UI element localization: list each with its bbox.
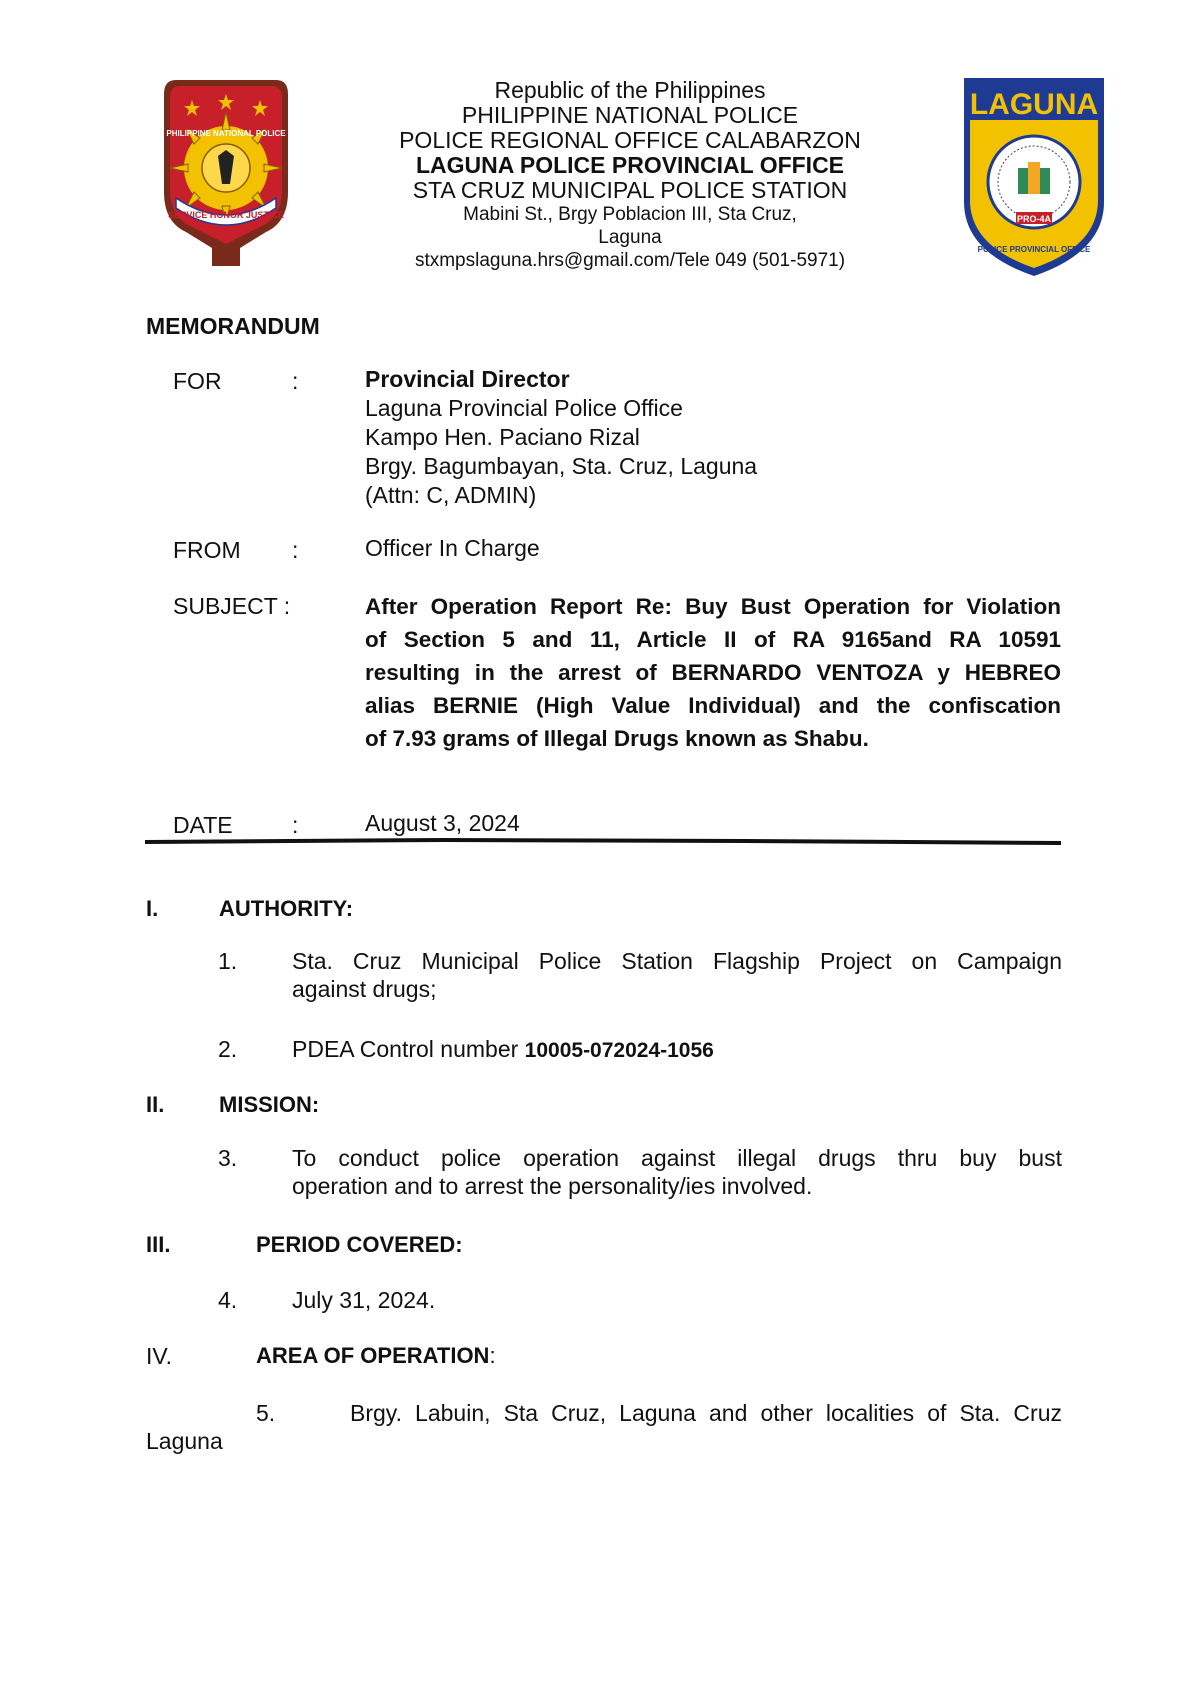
memo-title: MEMORANDUM bbox=[146, 313, 320, 339]
section-4-number: IV. bbox=[146, 1343, 173, 1369]
item-2-text: PDEA Control number 10005-072024-1056 bbox=[292, 1036, 714, 1062]
section-2-number: II. bbox=[146, 1092, 165, 1117]
section-2-title: MISSION: bbox=[219, 1092, 320, 1117]
section-3-number: III. bbox=[146, 1232, 171, 1257]
for-label: FOR bbox=[173, 368, 222, 394]
section-3-title: PERIOD COVERED: bbox=[256, 1232, 463, 1257]
subject-text: After Operation Report Re: Buy Bust Operation for Violation of Section 5 and 11, Article II of RA 9165and RA 10591 resulting in the arrest of BERNARDO VENTOZA y HEBREO alias BERNIE (High Value Individual) and the confiscation of 7.93 grams of Illegal Drugs known as Shabu. bbox=[365, 594, 1061, 751]
for-recipient: Provincial Director Laguna Provincial Police Office Kampo Hen. Paciano Rizal Brgy. Bagumbayan, Sta. Cruz, Laguna (Attn: C, ADMIN) bbox=[365, 366, 758, 508]
item-5-number: 5. bbox=[256, 1400, 276, 1426]
date-value: August 3, 2024 bbox=[365, 810, 520, 836]
date-colon: : bbox=[292, 812, 299, 838]
divider-line bbox=[145, 833, 1061, 841]
item-5-text-continued: Laguna bbox=[146, 1428, 223, 1454]
item-2-number: 2. bbox=[218, 1036, 238, 1062]
svg-text:PHILIPPINE NATIONAL POLICE: PHILIPPINE NATIONAL POLICE bbox=[166, 129, 286, 138]
from-label: FROM bbox=[173, 537, 241, 563]
header-pnp: PHILIPPINE NATIONAL POLICE bbox=[461, 102, 799, 128]
date-label: DATE bbox=[173, 812, 233, 838]
svg-text:POLICE PROVINCIAL OFFICE: POLICE PROVINCIAL OFFICE bbox=[977, 245, 1091, 254]
section-1-title: AUTHORITY: bbox=[219, 896, 354, 921]
svg-text:PRO-4A: PRO-4A bbox=[1016, 214, 1052, 224]
item-3-number: 3. bbox=[218, 1145, 238, 1171]
header-republic: Republic of the Philippines bbox=[494, 77, 766, 103]
header-contact: stxmpslaguna.hrs@gmail.com/Tele 049 (501-5971) bbox=[414, 250, 846, 271]
item-4-text: July 31, 2024. bbox=[292, 1287, 436, 1313]
svg-text:LAGUNA: LAGUNA bbox=[969, 88, 1099, 121]
from-value: Officer In Charge bbox=[365, 535, 540, 561]
letterhead bbox=[340, 78, 920, 272]
item-1-text: Sta. Cruz Municipal Police Station Flagship Project on Campaign against drugs; bbox=[292, 948, 1062, 1002]
item-3-text: To conduct police operation against illegal drugs thru buy bust operation and to arrest the personality/ies involved. bbox=[292, 1145, 1062, 1199]
subject-label: SUBJECT : bbox=[173, 593, 291, 619]
item-1-number: 1. bbox=[218, 948, 238, 974]
section-1-number: I. bbox=[146, 896, 159, 921]
laguna-ppo-logo bbox=[958, 72, 1110, 282]
header-address-2: Laguna bbox=[598, 227, 662, 248]
header-station: STA CRUZ MUNICIPAL POLICE STATION bbox=[412, 177, 848, 203]
from-colon: : bbox=[292, 537, 299, 563]
item-5-text: Brgy. Labuin, Sta Cruz, Laguna and other localities of Sta. Cruz bbox=[350, 1400, 1062, 1426]
svg-text:SERVICE HONOR JUSTICE: SERVICE HONOR JUSTICE bbox=[168, 210, 284, 220]
for-colon: : bbox=[292, 368, 299, 394]
item-4-number: 4. bbox=[218, 1287, 238, 1313]
pnp-logo bbox=[156, 72, 296, 272]
header-address-1: Mabini St., Brgy Poblacion III, Sta Cruz, bbox=[463, 204, 797, 225]
section-4-title: AREA OF OPERATION: bbox=[256, 1343, 496, 1368]
header-pro: POLICE REGIONAL OFFICE CALABARZON bbox=[399, 127, 861, 153]
header-ppo: LAGUNA POLICE PROVINCIAL OFFICE bbox=[415, 152, 845, 178]
